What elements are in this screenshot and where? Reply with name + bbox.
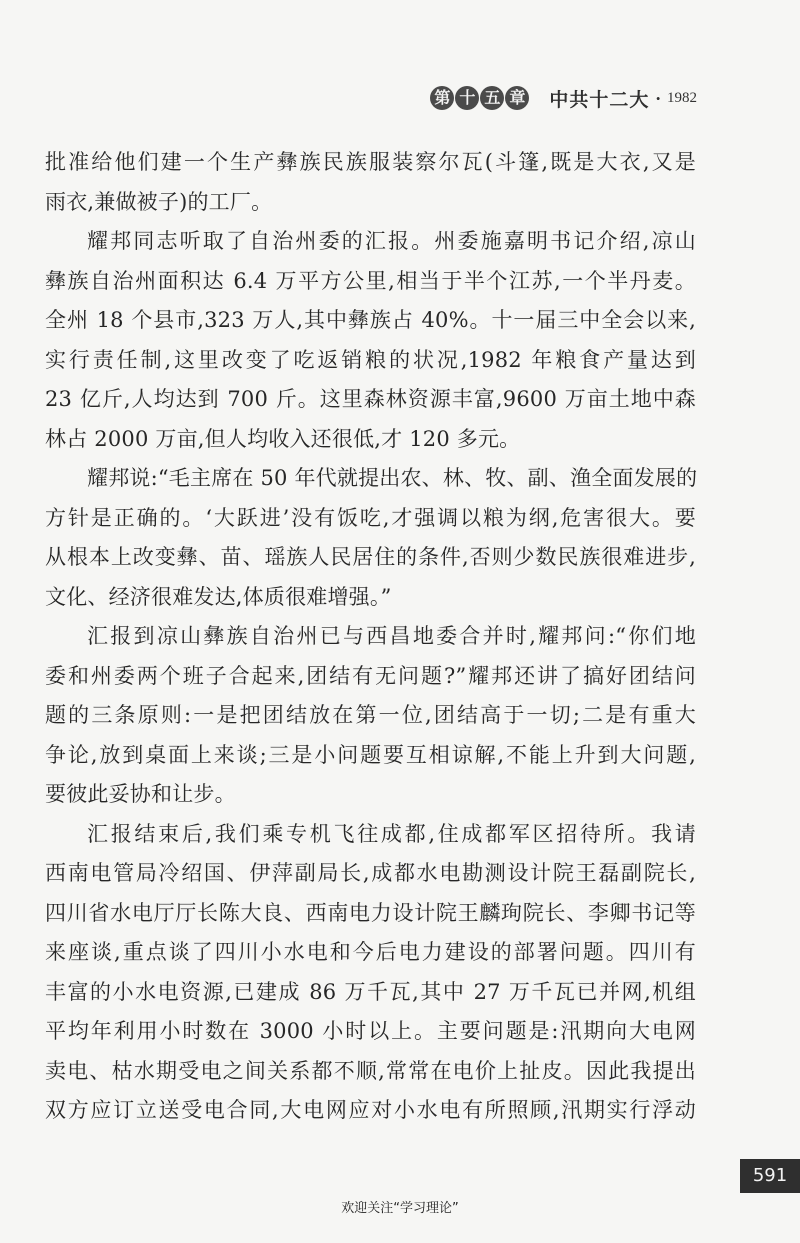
text-line: 彝族自治州面积达 6.4 万平方公里,相当于半个江苏,一个半丹麦。	[45, 268, 696, 293]
chapter-char: 第	[430, 86, 454, 110]
text-line: 争论,放到桌面上来谈;三是小问题要互相谅解,不能上升到大问题,	[45, 742, 696, 767]
chapter-title: 中共十二大	[549, 88, 650, 111]
chapter-label	[430, 86, 529, 110]
page-number: 591	[740, 1159, 800, 1193]
text-line: 平均年利用小时数在 3000 小时以上。主要问题是:汛期向大电网	[45, 1019, 696, 1043]
chapter-char: 章	[505, 86, 529, 110]
text-line: 23 亿斤,人均达到 700 斤。这里森林资源丰富,9600 万亩土地中森	[45, 387, 696, 411]
paragraph-5	[45, 815, 696, 1131]
text-line: 汇报到凉山彝族自治州已与西昌地委合并时,耀邦问:“你们地	[87, 624, 696, 648]
text-line: 题的三条原则:一是把团结放在第一位,团结高于一切;二是有重大	[45, 703, 696, 727]
text-line: 批准给他们建一个生产彝族民族服装察尔瓦(斗篷,既是大衣,又是	[45, 150, 696, 174]
paragraph-2	[45, 222, 696, 459]
text-line: 卖电、枯水期受电之间关系都不顺,常常在电价上扯皮。因此我提出	[45, 1058, 696, 1083]
chapter-year: 1982	[667, 89, 697, 106]
text-line: 方针是正确的。‘大跃进’没有饭吃,才强调以粮为纲,危害很大。要	[45, 505, 696, 530]
text-line: 雨衣,兼做被子)的工厂。	[45, 189, 273, 214]
header-separator: ·	[655, 88, 661, 108]
running-header	[430, 82, 697, 114]
text-line: 汇报结束后,我们乘专机飞往成都,住成都军区招待所。我请	[87, 821, 696, 846]
text-line: 耀邦说:“毛主席在 50 年代就提出农、林、牧、副、渔全面发展的	[87, 466, 698, 490]
text-line: 丰富的小水电资源,已建成 86 万千瓦,其中 27 万千瓦已并网,机组	[45, 979, 696, 1004]
text-line: 林占 2000 万亩,但人均收入还很低,才 120 多元。	[45, 426, 521, 451]
chapter-char: 五	[480, 86, 504, 110]
text-line: 文化、经济很难发达,体质很难增强。”	[45, 584, 392, 609]
text-line: 来座谈,重点谈了四川小水电和今后电力建设的部署问题。四川有	[45, 940, 696, 964]
text-line: 委和州委两个班子合起来,团结有无问题?”耀邦还讲了搞好团结问	[45, 663, 696, 688]
body-text	[45, 143, 696, 1131]
text-line: 耀邦同志听取了自治州委的汇报。州委施嘉明书记介绍,凉山	[87, 229, 696, 253]
footer-note: 欢迎关注“学习理论”	[341, 1201, 459, 1216]
chapter-char: 十	[455, 86, 479, 110]
paragraph-3	[45, 459, 696, 617]
text-line: 双方应订立送受电合同,大电网应对小水电有所照顾,汛期实行浮动	[45, 1098, 696, 1122]
text-line: 实行责任制,这里改变了吃返销粮的状况,1982 年粮食产量达到	[45, 347, 696, 372]
text-line: 四川省水电厅厅长陈大良、西南电力设计院王麟珣院长、李卿书记等	[45, 900, 696, 925]
text-line: 全州 18 个县市,323 万人,其中彝族占 40%。十一届三中全会以来,	[45, 308, 696, 332]
text-line: 要彼此妥协和让步。	[45, 782, 236, 806]
text-line: 西南电管局冷绍国、伊萍副局长,成都水电勘测设计院王磊副院长,	[45, 861, 696, 885]
paragraph-4	[45, 617, 696, 815]
paragraph-1	[45, 143, 696, 222]
text-line: 从根本上改变彝、苗、瑶族人民居住的条件,否则少数民族很难进步,	[45, 545, 696, 569]
